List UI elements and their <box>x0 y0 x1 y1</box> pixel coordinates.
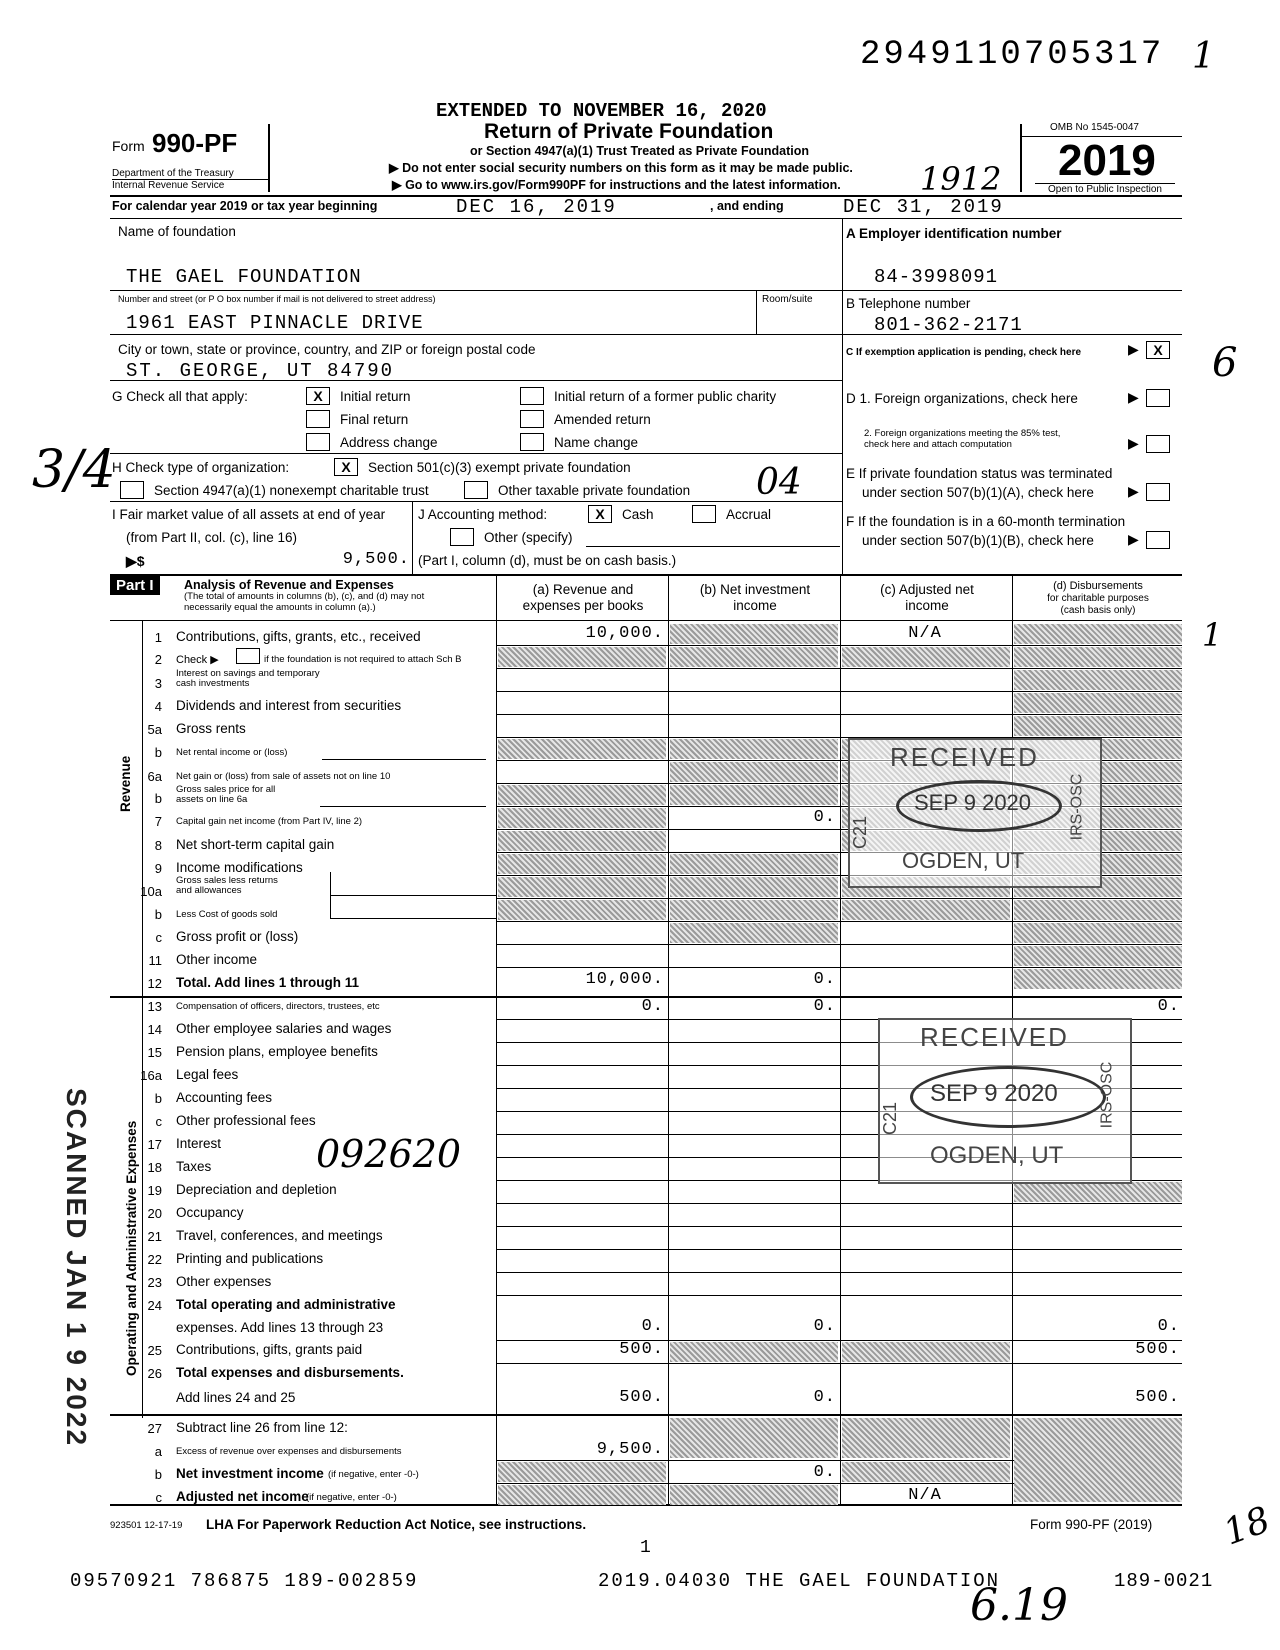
j-other-checkbox[interactable] <box>450 528 474 546</box>
room-suite-label: Room/suite <box>762 294 813 305</box>
col-a-head-2: expenses per books <box>522 598 644 613</box>
line-7-col-b[interactable]: 0. <box>813 808 836 827</box>
line-12-col-b[interactable]: 0. <box>813 970 836 989</box>
initial-former-label: Initial return of a former public charity <box>554 389 777 404</box>
d1-checkbox[interactable] <box>1146 389 1170 407</box>
h-other-taxable-checkbox[interactable] <box>464 481 488 499</box>
f-label-2: under section 507(b)(1)(B), check here <box>862 533 1094 548</box>
line-22-label: Printing and publications <box>176 1251 324 1266</box>
e-label-1: E If private foundation status was terminated <box>846 466 1113 481</box>
h-4947-label: Section 4947(a)(1) nonexempt charitable trust <box>154 483 429 498</box>
form-code: 923501 12-17-19 <box>110 1520 183 1531</box>
initial-return-label: Initial return <box>340 389 411 404</box>
line-24-col-a[interactable]: 0. <box>641 1317 664 1336</box>
received-stamp-2: RECEIVED SEP 9 2020 C21 IRS-OSC OGDEN, UT <box>878 1018 1132 1184</box>
line-10a-label-1: Gross sales less returns <box>176 875 278 886</box>
line-26-col-a[interactable]: 500. <box>619 1388 664 1407</box>
line-8-label: Net short-term capital gain <box>176 837 335 852</box>
line-13-col-b[interactable]: 0. <box>813 997 836 1016</box>
d2-label-1: 2. Foreign organizations meeting the 85% test, <box>864 428 1061 439</box>
line-5a-label: Gross rents <box>176 721 246 736</box>
telephone-value[interactable]: 801-362-2171 <box>874 314 1023 336</box>
scanned-stamp: SCANNED JAN 1 9 2022 <box>61 1088 92 1448</box>
line-3-label-1: Interest on savings and temporary <box>176 668 320 679</box>
line-27a-label: Excess of revenue over expenses and disbursements <box>176 1446 402 1457</box>
line-13-col-d[interactable]: 0. <box>1157 997 1180 1016</box>
final-return-label: Final return <box>340 412 409 427</box>
line-26-col-b[interactable]: 0. <box>813 1388 836 1407</box>
page-number: 1 <box>640 1538 651 1558</box>
omb-number: OMB No 1545-0047 <box>1050 122 1139 133</box>
col-c-head-2: income <box>905 598 949 613</box>
line-10b-label: Less Cost of goods sold <box>176 909 278 920</box>
dln-suffix: 1 <box>1192 36 1215 77</box>
exemption-pending-label: C If exemption application is pending, check here <box>846 347 1082 358</box>
tax-year-end: DEC 31, 2019 <box>843 196 1004 218</box>
line-3-label-2: cash investments <box>176 678 250 689</box>
line-5b-label: Net rental income or (loss) <box>176 747 288 758</box>
i-fmv-value[interactable]: 9,500. <box>342 550 410 569</box>
ssn-notice: ▶ Do not enter social security numbers on this form as it may be made public. <box>389 161 853 175</box>
extension-notice: EXTENDED TO NOVEMBER 16, 2020 <box>436 100 767 122</box>
form-title: Return of Private Foundation <box>484 120 774 143</box>
col-b-head-1: (b) Net investment <box>699 582 811 597</box>
f-label-1: F If the foundation is in a 60-month termination <box>846 514 1126 529</box>
f-checkbox[interactable] <box>1146 531 1170 549</box>
address-change-label: Address change <box>340 435 438 450</box>
telephone-label: B Telephone number <box>846 296 971 311</box>
d2-label-2: check here and attach computation <box>864 439 1012 450</box>
foundation-name-label: Name of foundation <box>118 224 236 239</box>
d2-checkbox[interactable] <box>1146 435 1170 453</box>
open-public-inspection: Open to Public Inspection <box>1035 183 1175 195</box>
paperwork-notice: LHA For Paperwork Reduction Act Notice, see instructions. <box>206 1517 587 1532</box>
handwriting-1912: 1912 <box>920 160 1002 198</box>
d1-label: D 1. Foreign organizations, check here <box>846 391 1078 406</box>
line-27c-col-c[interactable]: N/A <box>908 1486 942 1505</box>
part-i-title: Analysis of Revenue and Expenses <box>184 578 394 592</box>
g-check-label: G Check all that apply: <box>112 389 248 404</box>
line-9-label: Income modifications <box>176 860 303 875</box>
line-6b-label-2: assets on line 6a <box>176 794 248 805</box>
line-13-label: Compensation of officers, directors, trustees, etc <box>176 1001 380 1012</box>
form-footer-label: Form 990-PF (2019) <box>1030 1517 1153 1532</box>
line-25-col-d[interactable]: 500. <box>1135 1340 1180 1359</box>
tax-year-begin: DEC 16, 2019 <box>456 196 617 218</box>
and-ending-label: , and ending <box>710 199 784 213</box>
line-27a-col-a[interactable]: 9,500. <box>596 1440 664 1459</box>
j-accrual-checkbox[interactable] <box>692 505 716 523</box>
j-cash-checkbox[interactable]: X <box>588 505 612 523</box>
line-26-label-2: Add lines 24 and 25 <box>176 1390 296 1405</box>
line-16a-label: Legal fees <box>176 1067 239 1082</box>
h-501c3-checkbox[interactable]: X <box>334 458 358 476</box>
line-20-label: Occupancy <box>176 1205 244 1220</box>
part-i-note-1: (The total of amounts in columns (b), (c), and (d) may not <box>184 591 425 602</box>
part-i-note-2: necessarily equal the amounts in column (a).) <box>184 602 376 613</box>
ein-value[interactable]: 84-3998091 <box>874 266 999 288</box>
line-1-col-a[interactable]: 10,000. <box>498 624 664 643</box>
footer-right-code: 189-0021 <box>1114 1570 1214 1592</box>
address-change-checkbox[interactable] <box>306 433 330 451</box>
tax-year: 2019 <box>1058 136 1156 185</box>
line-26-label-1: Total expenses and disbursements. <box>176 1365 404 1380</box>
e-checkbox[interactable] <box>1146 483 1170 501</box>
line-27b-label: Net investment income <box>176 1466 324 1481</box>
line-6b-label-1: Gross sales price for all <box>176 784 276 795</box>
line-16c-label: Other professional fees <box>176 1113 316 1128</box>
handwriting-6: 6 <box>1212 340 1238 386</box>
handwriting-3-4: 3/4 <box>32 440 116 500</box>
exemption-pending-checkbox[interactable]: X <box>1146 341 1170 359</box>
col-c-head-1: (c) Adjusted net <box>880 582 974 597</box>
line-18-label: Taxes <box>176 1159 212 1174</box>
irs-label: Internal Revenue Service <box>112 180 225 191</box>
line-24-col-b[interactable]: 0. <box>813 1317 836 1336</box>
h-501c3-label: Section 501(c)(3) exempt private foundation <box>368 460 631 475</box>
amended-return-checkbox[interactable] <box>520 410 544 428</box>
line-27b-col-b[interactable]: 0. <box>813 1463 836 1482</box>
line-10c-label: Gross profit or (loss) <box>176 929 299 944</box>
line-16b-label: Accounting fees <box>176 1090 273 1105</box>
h-4947-checkbox[interactable] <box>120 481 144 499</box>
handwriting-6-19: 6.19 <box>970 1580 1068 1631</box>
handwriting-1: 1 <box>1202 616 1223 654</box>
ein-label: A Employer identification number <box>846 226 1062 241</box>
form-number: 990-PF <box>152 128 238 158</box>
j-cash-basis-note: (Part I, column (d), must be on cash basis.) <box>418 553 677 568</box>
line-27c-label: Adjusted net income <box>176 1489 309 1504</box>
received-stamp-1: RECEIVED SEP 9 2020 C21 IRS-OSC OGDEN, UT <box>848 738 1102 888</box>
handwriting-092620: 092620 <box>316 1132 462 1176</box>
name-change-checkbox[interactable] <box>520 433 544 451</box>
j-other-label: Other (specify) <box>484 530 573 545</box>
expenses-side-label: Operating and Administrative Expenses <box>124 1120 139 1376</box>
e-label-2: under section 507(b)(1)(A), check here <box>862 485 1094 500</box>
line-2-checkbox[interactable] <box>236 648 260 664</box>
line-24-label-1: Total operating and administrative <box>176 1297 396 1312</box>
h-org-type-label: H Check type of organization: <box>112 460 290 475</box>
line-10a-label-2: and allowances <box>176 885 242 896</box>
col-d-head-1: (d) Disbursements <box>1053 580 1143 592</box>
i-fmv-label: I Fair market value of all assets at end of year <box>112 507 386 522</box>
line-19-label: Depreciation and depletion <box>176 1182 337 1197</box>
j-accrual-label: Accrual <box>726 507 772 522</box>
form-subtitle: or Section 4947(a)(1) Trust Treated as Private Foundation <box>470 144 809 158</box>
line-4-label: Dividends and interest from securities <box>176 698 402 713</box>
calendar-year-label: For calendar year 2019 or tax year beginning <box>112 199 378 213</box>
street-label: Number and street (or P O box number if mail is not delivered to street address) <box>118 294 436 304</box>
line-6a-label: Net gain or (loss) from sale of assets not on line 10 <box>176 771 391 782</box>
col-d-head-2: for charitable purposes <box>1047 593 1149 604</box>
footer-mid-code: 2019.04030 THE GAEL FOUNDATION <box>598 1570 1001 1592</box>
initial-former-checkbox[interactable] <box>520 387 544 405</box>
line-1-col-c[interactable]: N/A <box>842 624 1008 643</box>
line-24-label-2: expenses. Add lines 13 through 23 <box>176 1320 384 1335</box>
j-method-label: J Accounting method: <box>418 507 548 522</box>
form-label: Form <box>112 138 145 154</box>
line-25-label: Contributions, gifts, grants paid <box>176 1342 363 1357</box>
col-b-head-2: income <box>733 598 777 613</box>
footer-left-code: 09570921 786875 189-002859 <box>70 1570 419 1592</box>
foundation-name[interactable]: THE GAEL FOUNDATION <box>126 266 362 288</box>
line-12-col-a[interactable]: 10,000. <box>585 970 664 989</box>
amended-return-label: Amended return <box>554 412 651 427</box>
line-1-label: Contributions, gifts, grants, etc., received <box>176 629 421 644</box>
line-13-col-a[interactable]: 0. <box>641 997 664 1016</box>
irs-link-notice: ▶ Go to www.irs.gov/Form990PF for instructions and the latest information. <box>392 178 841 192</box>
j-cash-label: Cash <box>622 507 654 522</box>
line-15-label: Pension plans, employee benefits <box>176 1044 378 1059</box>
line-11-label: Other income <box>176 952 258 967</box>
street-address[interactable]: 1961 EAST PINNACLE DRIVE <box>126 312 424 334</box>
line-21-label: Travel, conferences, and meetings <box>176 1228 383 1243</box>
line-17-label: Interest <box>176 1136 222 1151</box>
line-24-col-d[interactable]: 0. <box>1157 1317 1180 1336</box>
line-14-label: Other employee salaries and wages <box>176 1021 392 1036</box>
line-27-label: Subtract line 26 from line 12: <box>176 1420 348 1435</box>
handwriting-18: 18 <box>1218 1499 1276 1554</box>
city-state-zip[interactable]: ST. GEORGE, UT 84790 <box>126 360 395 382</box>
part-i-label: Part I <box>110 576 160 595</box>
line-27b-note: (if negative, enter -0-) <box>328 1469 419 1480</box>
line-12-label: Total. Add lines 1 through 11 <box>176 975 360 990</box>
handwriting-04: 04 <box>756 462 802 503</box>
h-other-taxable-label: Other taxable private foundation <box>498 483 691 498</box>
line-25-col-a[interactable]: 500. <box>619 1340 664 1359</box>
name-change-label: Name change <box>554 435 639 450</box>
line-2-note: if the foundation is not required to attach Sch B <box>264 654 462 665</box>
line-7-label: Capital gain net income (from Part IV, line 2) <box>176 816 363 827</box>
line-26-col-d[interactable]: 500. <box>1135 1388 1180 1407</box>
city-label: City or town, state or province, country, and ZIP or foreign postal code <box>118 342 536 357</box>
revenue-side-label: Revenue <box>118 755 133 812</box>
final-return-checkbox[interactable] <box>306 410 330 428</box>
initial-return-checkbox[interactable]: X <box>306 387 330 405</box>
line-27c-note: (if negative, enter -0-) <box>306 1492 397 1503</box>
line-2-label: Check ▶ <box>176 654 219 666</box>
dept-treasury: Department of the Treasury <box>112 168 234 179</box>
col-d-head-3: (cash basis only) <box>1060 605 1136 616</box>
col-a-head-1: (a) Revenue and <box>532 582 634 597</box>
i-fmv-sub: (from Part II, col. (c), line 16) <box>126 530 298 545</box>
dln-number: 2949110705317 <box>860 36 1165 74</box>
line-23-label: Other expenses <box>176 1274 272 1289</box>
